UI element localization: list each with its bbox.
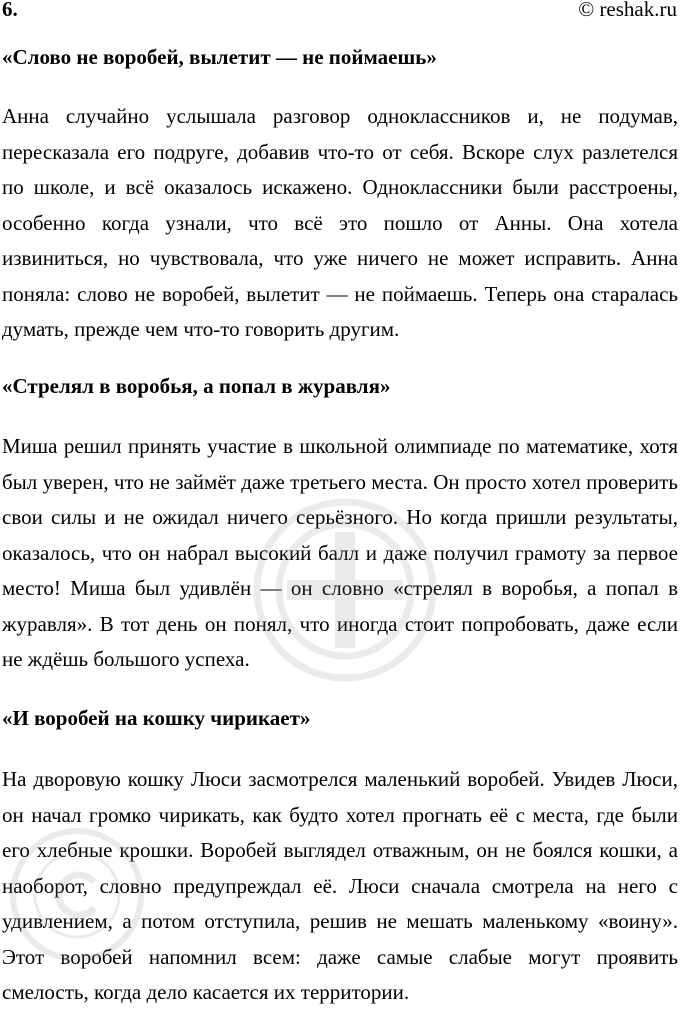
proverb-title-2: «Стрелял в воробья, а попал в журавля» bbox=[2, 374, 391, 398]
story-text-3: На дворовую кошку Люси засмотрелся маленький воробей. Увидев Люси, он начал громко чирикать, как будто хотел прогнать её с места, где были его хлебные крошки. Воробей выглядел отважным, он не боялся кошки, а наоборот, словно предупреждал её. Люси сначала смотрела на него с удивлением, а потом отступила, решив не мешать маленькому «воину». Этот воробей напомнил всем: даже самые слабые могут проявить смелость, когда дело касается их территории. bbox=[2, 767, 678, 1004]
site-credit: © reshak.ru bbox=[578, 0, 677, 21]
task-number: 6. bbox=[2, 0, 18, 21]
proverb-title-3: «И воробей на кошку чирикает» bbox=[2, 706, 311, 730]
story-text-2: Миша решил принять участие в школьной олимпиаде по математике, хотя был уверен, что не займёт даже третьего места. Он просто хотел проверить свои силы и не ожидал ничего серьёзного. Но когда пришли результаты, оказалось, что он набрал высокий балл и даже получил грамоту за первое место! Миша был удивлён — он словно «стрелял в воробья, а попал в журавля». В тот день он понял, что иногда стоит попробовать, даже если не ждёшь большого успеха. bbox=[2, 434, 678, 671]
proverb-title-1: «Слово не воробей, вылетит — не поймаешь» bbox=[2, 45, 437, 69]
story-text-1: Анна случайно услышала разговор одноклассников и, не подумав, пересказала его подруге, добавив что-то от себя. Вскоре слух разлетелся по школе, и всё оказалось искажено. Одноклассники были расстроены, особенно когда узнали, что всё это пошло от Анны. Она хотела извиниться, но чувствовала, что уже ничего не может исправить. Анна поняла: слово не воробей, вылетит — не поймаешь. Теперь она старалась думать, прежде чем что-то говорить другим. bbox=[2, 104, 678, 341]
proverb-section-2 bbox=[2, 373, 678, 678]
proverb-section-1 bbox=[2, 44, 678, 348]
proverb-section-3 bbox=[2, 705, 678, 1011]
header-row bbox=[0, 0, 680, 22]
